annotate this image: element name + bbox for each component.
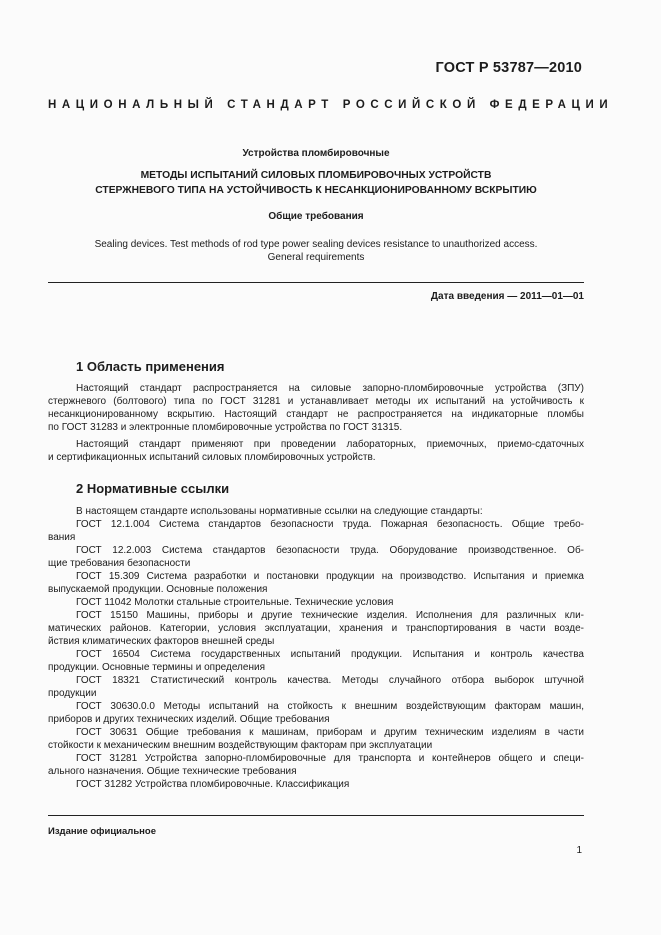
- introduction-date: Дата введения — 2011—01—01: [430, 291, 584, 302]
- text-line: В настоящем стандарте использованы нормативные ссылки на следующие стандарты:: [76, 506, 483, 517]
- text-line: ГОСТ 31282 Устройства пломбировочные. Классификация: [76, 779, 350, 790]
- section-1-heading: 1 Область применения: [76, 359, 225, 374]
- text-line: приборов и других технических изделий. Общие требования: [48, 714, 330, 725]
- title-line-2: СТЕРЖНЕВОГО ТИПА НА УСТОЙЧИВОСТЬ К НЕСАНКЦИОНИРОВАННОМУ ВСКРЫТИЮ: [95, 185, 537, 196]
- text-line: ГОСТ 30630.0.0 Методы испытаний на стойкость к внешним воздействующим факторам машин,: [76, 701, 584, 712]
- text-line: ального назначения. Общие технические требования: [48, 766, 297, 777]
- text-line: ГОСТ 18321 Статистический контроль качества. Методы случайного отбора выборок штучной: [76, 675, 584, 686]
- text-line: Настоящий стандарт распространяется на силовые запорно-пломбировочные устройства (ЗПУ): [76, 383, 584, 394]
- english-title-line-1: Sealing devices. Test methods of rod type power sealing devices resistance to unauthorized access.: [94, 239, 538, 250]
- official-edition-label: Издание официальное: [48, 826, 156, 837]
- english-title-line-2: General requirements: [267, 252, 365, 263]
- text-line: несанкционированному вскрытию. Настоящий стандарт не распространяется на индикаторные пломбы: [48, 409, 584, 420]
- document-number: ГОСТ Р 53787—2010: [435, 60, 582, 76]
- english-title: [48, 238, 584, 264]
- section-2-heading: 2 Нормативные ссылки: [76, 481, 230, 496]
- text-line: ГОСТ 31281 Устройства запорно-пломбировочные для транспорта и контейнеров общего и специ-: [76, 753, 584, 764]
- text-line: стойкости к механическим внешним воздействующим факторам при эксплуатации: [48, 740, 433, 751]
- text-line: ГОСТ 11042 Молотки стальные строительные. Технические условия: [76, 597, 394, 608]
- text-line: и сертификационных испытаний силовых пломбировочных устройств.: [48, 452, 376, 463]
- text-line: ГОСТ 30631 Общие требования к машинам, приборам и другим техническим изделиям в части: [76, 727, 584, 738]
- subject-title: Устройства пломбировочные: [242, 148, 390, 159]
- text-line: йствия климатических факторов внешней среды: [48, 636, 275, 647]
- text-line: ГОСТ 15.309 Система разработки и постановки продукции на производство. Испытания и приемка: [76, 571, 584, 582]
- document-title: [48, 168, 584, 198]
- section-1-paragraph-1: [48, 382, 584, 434]
- section-1-paragraph-2: [48, 438, 584, 464]
- text-line: ГОСТ 15150 Машины, приборы и другие технические изделия. Исполнения для различных кли-: [76, 610, 584, 621]
- section-2-references: [48, 505, 584, 791]
- top-divider: [48, 282, 584, 283]
- text-line: Настоящий стандарт применяют при проведении лабораторных, приемочных, приемо-сдаточных: [76, 439, 584, 450]
- general-requirements-subtitle: Общие требования: [268, 211, 364, 222]
- text-line: продукции: [48, 688, 97, 699]
- text-line: матических районов. Категории, условия эксплуатации, хранения и транспортирования в части возде-: [48, 623, 584, 634]
- text-line: ГОСТ 16504 Система государственных испытаний продукции. Испытания и контроль качества: [76, 649, 584, 660]
- text-line: выпускаемой продукции. Основные положения: [48, 584, 268, 595]
- text-line: ГОСТ 12.2.003 Система стандартов безопасности труда. Оборудование производственное. Об-: [76, 545, 584, 556]
- text-line: вания: [48, 532, 76, 543]
- text-line: продукции. Основные термины и определения: [48, 662, 265, 673]
- text-line: по ГОСТ 31283 и электронные пломбировочные устройства по ГОСТ 31315.: [48, 422, 403, 433]
- text-line: щие требования безопасности: [48, 558, 191, 569]
- page-number: 1: [576, 845, 582, 856]
- text-line: ГОСТ 12.1.004 Система стандартов безопасности труда. Пожарная безопасность. Общие требо-: [76, 519, 584, 530]
- bottom-divider: [48, 815, 584, 816]
- title-line-1: МЕТОДЫ ИСПЫТАНИЙ СИЛОВЫХ ПЛОМБИРОВОЧНЫХ УСТРОЙСТВ: [140, 170, 492, 181]
- text-line: стержневого (болтового) типа по ГОСТ 31281 и устанавливает методы их испытаний на устойчивость к: [48, 396, 584, 407]
- national-standard-banner: НАЦИОНАЛЬНЫЙ СТАНДАРТ РОССИЙСКОЙ ФЕДЕРАЦИИ: [48, 99, 614, 111]
